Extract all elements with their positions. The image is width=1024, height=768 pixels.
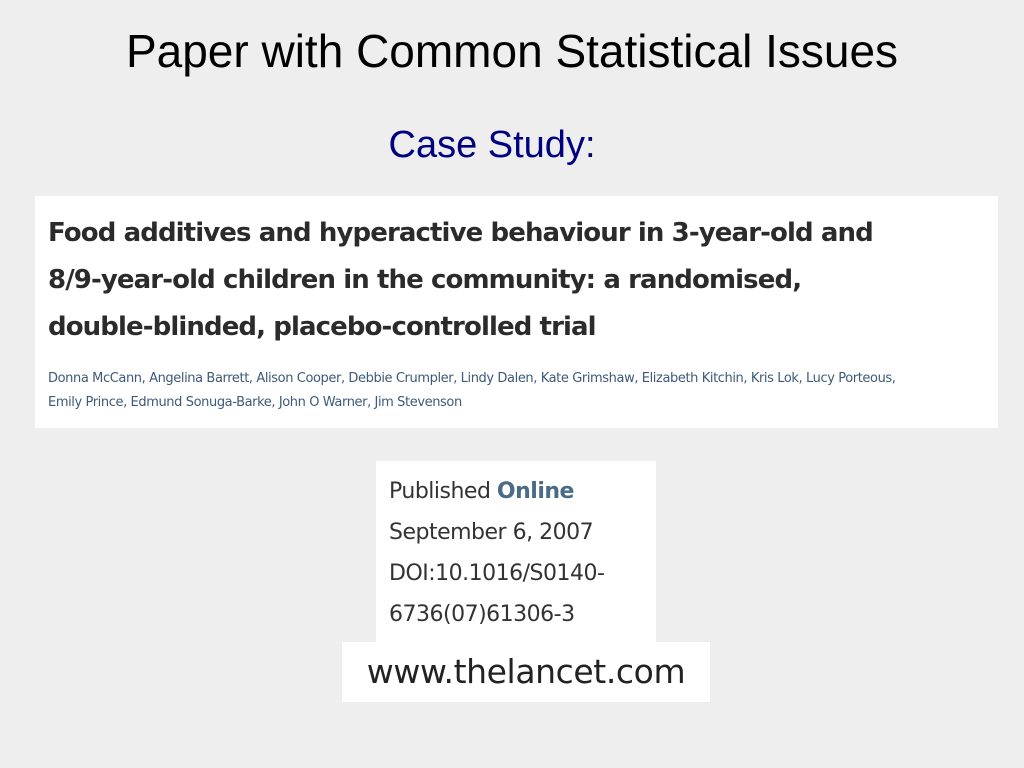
journal-url-box [342,642,710,702]
paper-title [48,210,988,351]
paper-title-line: Food additives and hyperactive behaviour in 3-year-old and [48,218,873,248]
paper-authors-line: Emily Prince, Edmund Sonuga-Barke, John O Warner, Jim Stevenson [48,395,462,410]
paper-header-image [35,196,998,428]
doi-line-2: 6736(07)61306-3 [389,602,575,627]
slide-title: Paper with Common Statistical Issues [125,25,899,77]
paper-title-line: double-blinded, placebo-controlled trial [48,312,596,342]
paper-title-line: 8/9-year-old children in the community: a randomised, [48,265,802,295]
publication-date: September 6, 2007 [389,520,594,545]
doi-line-1: DOI:10.1016/S0140- [389,561,605,586]
slide-subtitle: Case Study: [388,124,596,166]
published-online-line [389,471,656,512]
journal-url: www.thelancet.com [366,652,686,691]
publication-info-box [376,461,656,642]
published-label: Published [389,479,491,504]
paper-authors [48,367,988,415]
online-label: Online [496,479,574,504]
paper-authors-line: Donna McCann, Angelina Barrett, Alison Cooper, Debbie Crumpler, Lindy Dalen, Kate Grimshaw, Elizabeth Kitchin, Kris Lok, Lucy Porteous, [48,371,896,386]
